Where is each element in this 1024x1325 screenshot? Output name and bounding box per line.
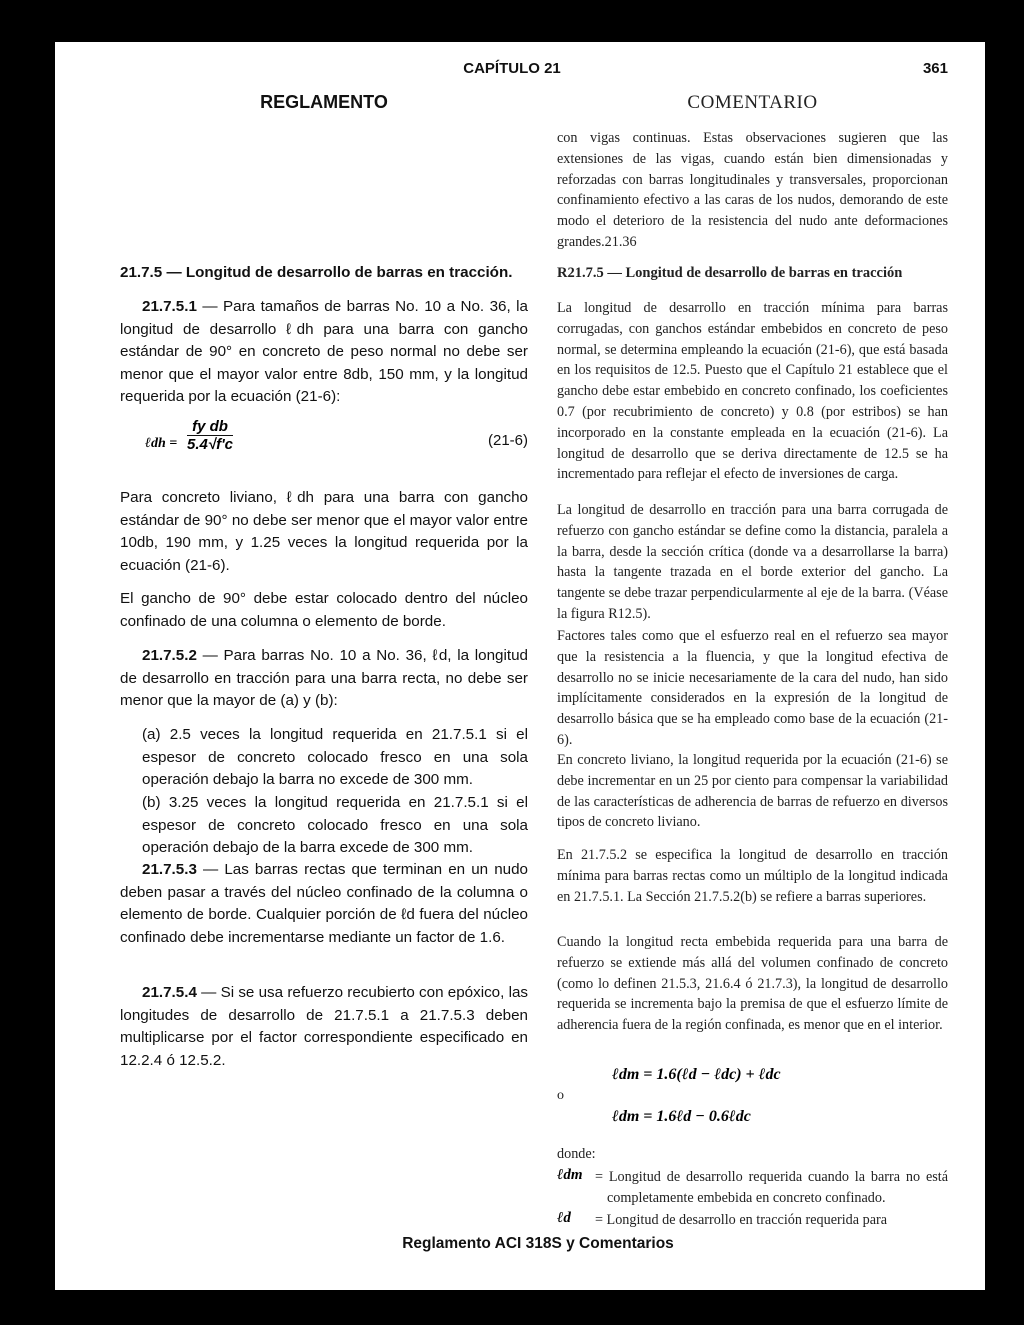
- paragraph-text: — Las barras rectas que terminan en un nudo deben pasar a través del núcleo confinado de la columna o elemento de borde. Cualquier porción de ℓd fuera del núcleo confinado debe incrementarse mediante un factor de 1.6.: [120, 861, 528, 946]
- definition-symbol: ℓd: [557, 1210, 571, 1226]
- or-text: o: [557, 1088, 564, 1103]
- paragraph-21-7-5-3: [120, 859, 528, 949]
- section-title: 21.7.5 — Longitud de desarrollo de barras en tracción.: [120, 264, 513, 281]
- equation-fraction: [187, 418, 233, 453]
- paragraph-21-7-5-1: [120, 296, 528, 409]
- paragraph-text: — Para barras No. 10 a No. 36, ℓd, la longitud de desarrollo en tracción para una barra recta, no debe ser menor que la mayor de (a) y (b):: [120, 647, 528, 709]
- donde-label: donde:: [557, 1146, 596, 1162]
- equation-denominator: 5.4√f'c: [187, 436, 233, 453]
- chapter-header: CAPÍTULO 21: [463, 60, 561, 77]
- commentary-paragraph: En 21.7.5.2 se especifica la longitud de desarrollo en tracción mínima para barras rectas como un múltiplo de la longitud indicada en 21.7.5.1. La Sección 21.7.5.2(b) se refiere a barras superiores.: [557, 847, 948, 905]
- right-column-heading: COMENTARIO: [687, 92, 818, 113]
- paragraph-text: — Para tamaños de barras No. 10 a No. 36, la longitud de desarrollo ℓdh para una barra con gancho estándar de 90° en concreto de peso normal no debe ser menor que el mayor valor entre 8db, 150 mm, y la longitud requerida por la ecuación (21-6):: [120, 298, 528, 405]
- commentary-paragraph-intro: con vigas continuas. Estas observaciones sugieren que las extensiones de las vigas, cuando están bien dimensionadas y reforzadas con barras longitudinales y transversales, proporcionan confinamiento efectivo a las caras de los nudos, demorando de este modo el deterioro de la resistencia del nudo ante deformaciones grandes.21.36: [557, 130, 948, 250]
- left-column-heading: REGLAMENTO: [260, 92, 388, 112]
- commentary-paragraph: Cuando la longitud recta embebida requerida para una barra de refuerzo se extiende más allá del volumen confinado de concreto (como lo definen 21.5.3, 21.6.4 ó 21.7.3), la longitud de desarrollo requerida se incrementa bajo la premisa de que el esfuerzo límite de adherencia fuera de la región confinada, es menor que en el interior.: [557, 934, 948, 1034]
- commentary-paragraph: La longitud de desarrollo en tracción mínima para barras corrugadas, con ganchos estándar embebidos en concreto de peso normal, se determina empleando la ecuación (21-6), que está basada en los requisitos de 12.5. Puesto que el Capítulo 21 establece que el gancho debe estar embebido en concreto confinado, los coeficientes 0.7 (por recubrimiento de concreto) y 0.8 (por estribos) se han incorporado en la constante empleada en la ecuación (21-6). La longitud de desarrollo que se deriva directamente de 12.5 se ha incrementado para reflejar el efecto de inversiones de carga.: [557, 300, 948, 483]
- equation-ldm-2: ℓdm = 1.6ℓd − 0.6ℓdc: [612, 1108, 751, 1125]
- page-number: 361: [922, 60, 948, 77]
- commentary-paragraph: La longitud de desarrollo en tracción para una barra corrugada de refuerzo con gancho estándar se define como la distancia, paralela a la barra, desde la sección crítica (donde va a desarrollarse la barra) hasta la tangente trazada en el borde exterior del gancho. La tangente se debe trazar perpendicularmente al eje de la barra. (Véase la figura R12.5).: [557, 502, 948, 622]
- paragraph-21-7-5-4: [120, 982, 528, 1072]
- paragraph-text: — Si se usa refuerzo recubierto con epóxico, las longitudes de desarrollo de 21.7.5.1 a 21.7.5.3 deben multiplicarse por el factor correspondiente especificado en 12.2.4 ó 12.5.2.: [120, 984, 528, 1069]
- equation-ldm-1: ℓdm = 1.6(ℓd − ℓdc) + ℓdc: [612, 1066, 781, 1083]
- paragraph-21-7-5-2: [120, 645, 528, 713]
- section-number: 21.7.5.3: [142, 861, 197, 878]
- commentary-section-title: R21.7.5 — Longitud de desarrollo de barras en tracción: [557, 265, 903, 281]
- section-number: 21.7.5.1: [142, 298, 197, 315]
- equation-21-6: [145, 418, 528, 470]
- definition-ld: = Longitud de desarrollo en tracción requerida para: [595, 1212, 888, 1228]
- commentary-paragraph: En concreto liviano, la longitud requerida por la ecuación (21-6) se debe incrementar en un 25 por ciento para compensar la variabilidad de las características de adherencia de barras de refuerzo en diversos tipos de concreto liviano.: [557, 752, 948, 831]
- item-b: (b) 3.25 veces la longitud requerida en 21.7.5.1 si el espesor de concreto colocado fresco en una sola operación debajo de la barra excede de 300 mm.: [142, 794, 528, 856]
- equation-lhs: ℓdh =: [145, 436, 178, 451]
- definition-symbol: ℓdm: [557, 1167, 583, 1183]
- equation-label: (21-6): [487, 432, 528, 449]
- equation-numerator: fy db: [187, 418, 233, 436]
- commentary-paragraph: Factores tales como que el esfuerzo real en el refuerzo sea mayor que la resistencia a la fluencia, y que la longitud efectiva de desarrollo no se inicie necesariamente de la cara del nudo, han sido implícitamente considerados en la expresión de la longitud de desarrollo básica que se ha empleado como base de la ecuación (21-6).: [557, 628, 948, 748]
- paragraph-liviano: Para concreto liviano, ℓdh para una barra con gancho estándar de 90° no debe ser menor que el mayor valor entre 10db, 190 mm, y 1.25 veces la longitud requerida por la ecuación (21-6).: [120, 489, 528, 574]
- page-footer: Reglamento ACI 318S y Comentarios: [402, 1235, 674, 1252]
- paragraph-gancho: El gancho de 90° debe estar colocado dentro del núcleo confinado de una columna o elemento de borde.: [120, 590, 528, 630]
- definition-ldm: = Longitud de desarrollo requerida cuando la barra no está completamente embebida en concreto confinado.: [595, 1169, 948, 1206]
- section-number: 21.7.5.2: [142, 647, 197, 664]
- section-number: 21.7.5.4: [142, 984, 197, 1001]
- item-a: (a) 2.5 veces la longitud requerida en 21.7.5.1 si el espesor de concreto colocado fresco en una sola operación debajo la barra no excede de 300 mm.: [142, 726, 528, 788]
